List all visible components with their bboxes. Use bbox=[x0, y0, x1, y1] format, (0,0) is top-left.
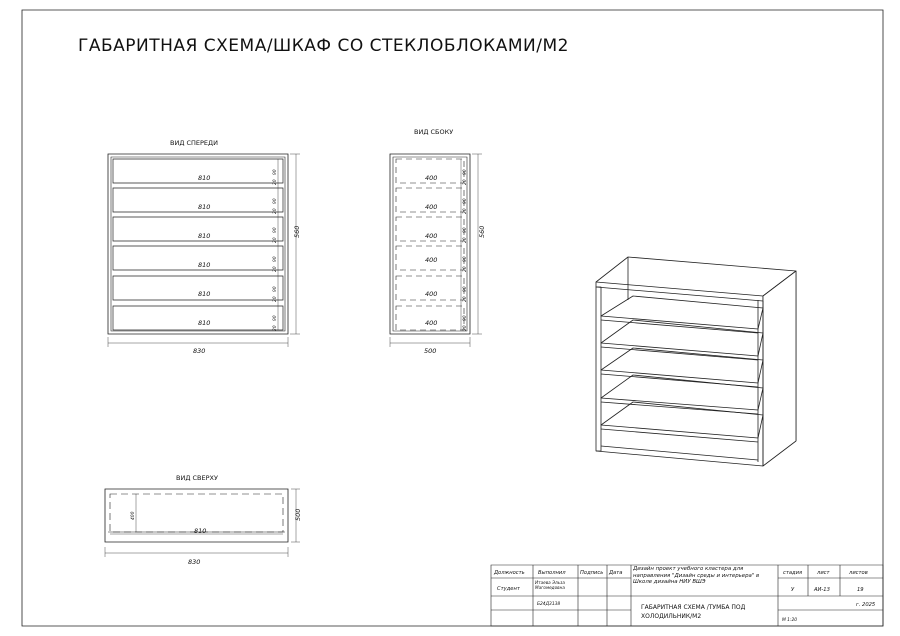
side-gap-dim: 90 bbox=[463, 169, 468, 175]
front-shelf-width: 810 bbox=[198, 232, 211, 240]
side-shelf-depth: 400 bbox=[425, 203, 438, 211]
iso-shelf bbox=[601, 320, 763, 356]
tb-position: Студент bbox=[497, 586, 520, 592]
iso-top-panel bbox=[596, 257, 796, 296]
front-thk-dim: 20 bbox=[273, 266, 278, 272]
front-thk-dim: 20 bbox=[273, 296, 278, 302]
tb-header-stage: стадия bbox=[783, 570, 803, 576]
top-inner-width-dim: 810 bbox=[194, 527, 207, 535]
front-gap-dim: 90 bbox=[273, 169, 278, 175]
tb-performer-name: Итаева Эльза Магомедовна bbox=[535, 580, 565, 590]
tb-header-sheet: лист bbox=[817, 570, 830, 576]
side-gap-dim: 90 bbox=[463, 286, 468, 292]
tb-year: г. 2025 bbox=[856, 602, 876, 608]
side-gap-dim: 90 bbox=[463, 227, 468, 233]
front-gap-dim: 90 bbox=[273, 315, 278, 321]
iso-right-side bbox=[763, 271, 796, 466]
front-gap-dim: 90 bbox=[273, 286, 278, 292]
front-shelf-width: 810 bbox=[198, 261, 211, 269]
front-height-dim: 560 bbox=[293, 225, 301, 238]
side-shelf-depth: 400 bbox=[425, 256, 438, 264]
iso-shelf bbox=[601, 296, 763, 329]
front-thk-dim: 20 bbox=[273, 325, 278, 331]
front-gap-dim: 90 bbox=[273, 256, 278, 262]
side-thk-dim: 20 bbox=[463, 237, 468, 243]
tb-sheets: 19 bbox=[857, 587, 864, 593]
tb-header-position: Должность bbox=[494, 570, 525, 576]
front-view bbox=[108, 139, 301, 355]
top-width-dim: 830 bbox=[188, 558, 201, 566]
side-gap-dim: 90 bbox=[463, 198, 468, 204]
tb-scale: М 1:20 bbox=[782, 618, 798, 623]
front-shelves bbox=[113, 159, 283, 330]
side-shelf-depth: 400 bbox=[425, 290, 438, 298]
top-view bbox=[105, 474, 302, 566]
side-width-dim: 500 bbox=[424, 347, 437, 355]
tb-performer-group: Б24Д3138 bbox=[537, 602, 561, 607]
tb-header-performed: Выполнил bbox=[538, 570, 566, 576]
front-thk-dim: 20 bbox=[273, 237, 278, 243]
front-shelf-width: 810 bbox=[198, 174, 211, 182]
side-thk-dim: 20 bbox=[463, 179, 468, 185]
top-view-label: ВИД СВЕРХУ bbox=[176, 474, 218, 482]
tb-project: Дизайн проект учебного кластера для направления "Дизайн среды и интерьера" в Школе дизайна НИУ ВШЭ bbox=[633, 566, 760, 586]
side-thk-dim: 20 bbox=[463, 325, 468, 331]
front-chain-dims bbox=[272, 169, 278, 331]
sheet-frame bbox=[22, 10, 883, 626]
tb-stage: У bbox=[791, 587, 795, 593]
tb-header-date: Дата bbox=[609, 570, 623, 576]
side-view-label: ВИД СБОКУ bbox=[414, 128, 454, 136]
front-thk-dim: 20 bbox=[273, 208, 278, 214]
isometric-view bbox=[596, 257, 796, 466]
front-gap-dim: 90 bbox=[273, 198, 278, 204]
top-inner-depth-dim: 400 bbox=[131, 511, 136, 520]
tb-project-wrap bbox=[633, 566, 778, 596]
front-width-dim: 830 bbox=[193, 347, 206, 355]
tb-header-sheets: листов bbox=[849, 570, 868, 576]
front-thk-dim: 20 bbox=[273, 179, 278, 185]
side-gap-dim: 90 bbox=[463, 256, 468, 262]
tb-drawing-title-1: ГАБАРИТНАЯ СХЕМА /ТУМБА ПОД bbox=[641, 604, 746, 611]
side-shelf-depth: 400 bbox=[425, 174, 438, 182]
front-shelf-width: 810 bbox=[198, 319, 211, 327]
side-gap-dim: 90 bbox=[463, 315, 468, 321]
side-thk-dim: 20 bbox=[463, 296, 468, 302]
iso-left-side bbox=[596, 287, 601, 451]
tb-sheet: АИ-13 bbox=[814, 587, 830, 593]
title-block-text bbox=[493, 566, 876, 623]
side-shelves bbox=[396, 159, 464, 330]
iso-shelf bbox=[601, 348, 763, 383]
top-depth-dim: 500 bbox=[294, 508, 302, 521]
front-shelf-width: 810 bbox=[198, 290, 211, 298]
side-thk-dim: 20 bbox=[463, 208, 468, 214]
side-view bbox=[390, 128, 486, 355]
tb-header-signature: Подпись bbox=[580, 570, 604, 576]
side-thk-dim: 20 bbox=[463, 266, 468, 272]
tb-performer-wrap bbox=[535, 580, 577, 596]
iso-shelf bbox=[601, 402, 763, 438]
front-shelf-width: 810 bbox=[198, 203, 211, 211]
side-shelf-depth: 400 bbox=[425, 319, 438, 327]
front-gap-dim: 90 bbox=[273, 227, 278, 233]
iso-shelf bbox=[601, 375, 763, 410]
sheet-title: ГАБАРИТНАЯ СХЕМА/ШКАФ СО СТЕКЛОБЛОКАМИ/М2 bbox=[78, 36, 569, 56]
front-view-label: ВИД СПЕРЕДИ bbox=[170, 139, 218, 147]
side-height-dim: 560 bbox=[478, 225, 486, 238]
side-shelf-depth: 400 bbox=[425, 232, 438, 240]
tb-drawing-title-2: ХОЛОДИЛЬНИК/М2 bbox=[641, 613, 702, 620]
